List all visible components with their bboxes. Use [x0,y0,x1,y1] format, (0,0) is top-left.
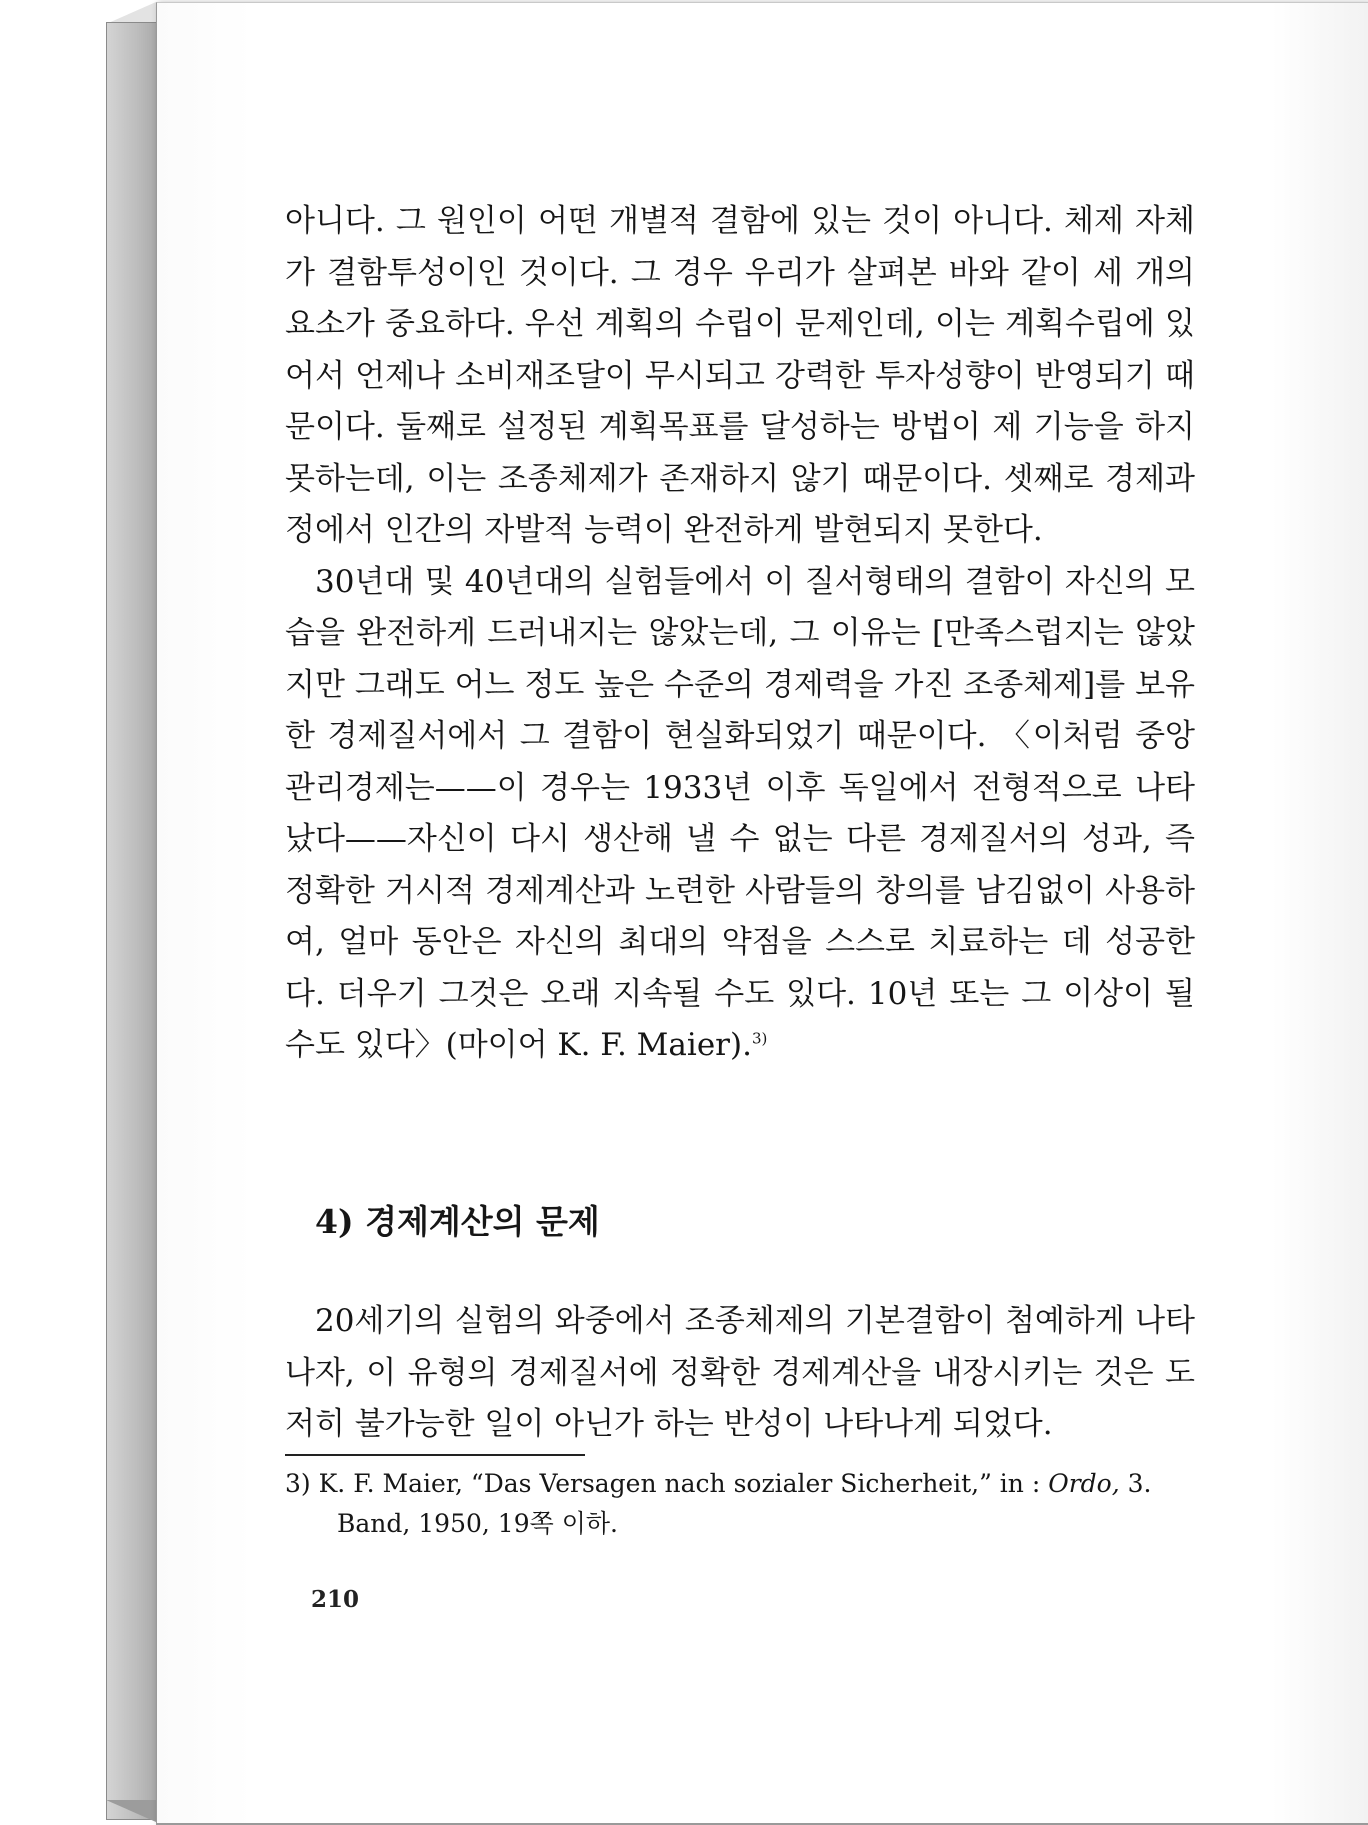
page-number: 210 [311,1586,360,1613]
footnote-divider [285,1454,585,1456]
book-page [156,2,1368,1825]
footnote-text-before: K. F. Maier, “Das Versagen nach sozialer Sicherheit,” in : [318,1469,1041,1498]
footnote-italic-title: Ordo, [1048,1469,1120,1498]
paragraph-2 [285,557,1195,1072]
footnote-line-2: Band, 1950, 19쪽 이하. [337,1509,618,1538]
paragraph-3: 20세기의 실험의 와중에서 조종체제의 기본결함이 첨예하게 나타나자, 이 유형의 경제질서에 정확한 경제계산을 내장시키는 것은 도저히 불가능한 일이 아닌가 하는 반성이 나타나게 되었다. [285,1303,1195,1442]
book-spine [106,22,158,1820]
page-content [285,196,1195,1613]
footnote [285,1464,1195,1544]
book-spine-top [106,2,156,24]
footnote-text-after: 3. [1127,1469,1152,1498]
paragraph-2-text: 30년대 및 40년대의 실험들에서 이 질서형태의 결함이 자신의 모습을 완전하게 드러내지는 않았는데, 그 이유는 [만족스럽지는 않았지만 그래도 어느 정도 높은 수준의 경제력을 가진 조종체제]를 보유한 경제질서에서 그 결함이 현실화되었기 때문이다. 〈이처럼 중앙관리경제는——이 경우는 1933년 이후 독일에서 전형적으로 나타났다——자신이 다시 생산해 낼 수 없는 다른 경제질서의 성과, 즉 정확한 거시적 경제계산과 노련한 사람들의 창의를 남김없이 사용하여, 얼마 동안은 자신의 최대의 약점을 스스로 치료하는 데 성공한다. 더우기 그것은 오래 지속될 수도 있다. 10년 또는 그 이상이 될 수도 있다〉(마이어 K. F. Maier). [285,563,1195,1063]
footnote-reference: 3) [751,1029,768,1048]
footnote-label: 3) [285,1469,311,1498]
paragraph-1: 아니다. 그 원인이 어떤 개별적 결함에 있는 것이 아니다. 체제 자체가 결함투성이인 것이다. 그 경우 우리가 살펴본 바와 같이 세 개의 요소가 중요하다. 우선 계획의 수립이 문제인데, 이는 계획수립에 있어서 언제나 소비재조달이 무시되고 강력한 투자성향이 반영되기 때문이다. 둘째로 설정된 계획목표를 달성하는 방법이 제 기능을 하지 못하는데, 이는 조종체제가 존재하지 않기 때문이다. 셋째로 경제과정에서 인간의 자발적 능력이 완전하게 발현되지 못한다. [285,203,1195,548]
section-heading: 4) 경제계산의 문제 [315,1202,600,1241]
